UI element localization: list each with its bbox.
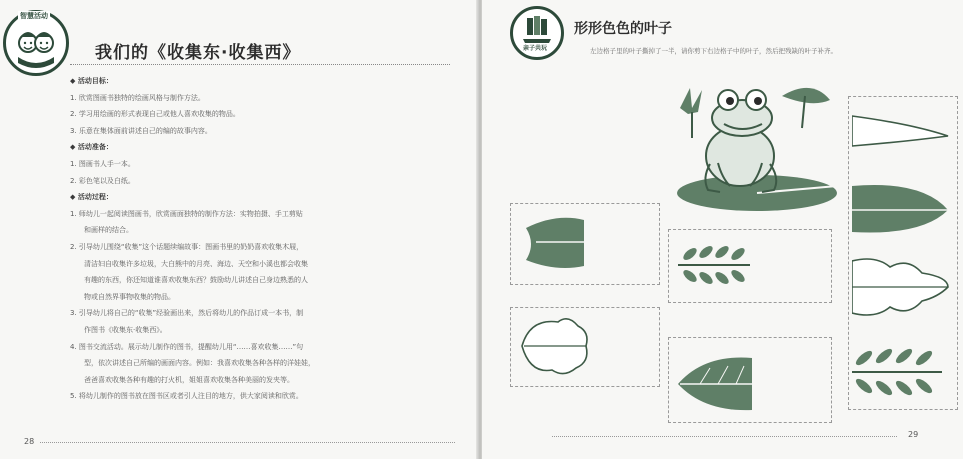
page-title: 我们的《收集东·收集西》 [95, 43, 301, 63]
footer-divider [552, 436, 897, 437]
leaf-piece [852, 332, 952, 406]
leaf-piece [516, 312, 596, 380]
footer-divider [40, 442, 455, 443]
leaf-piece [852, 255, 952, 319]
leaf-piece [852, 110, 952, 150]
body-line: 3. 乐意在集体面前讲述自己的编的故事内容。 [70, 126, 212, 135]
section-heading: ◆ 活动准备： [70, 143, 113, 152]
body-line: 2. 引导幼儿围绕“收集”这个话题续编故事：图画书里的奶奶喜欢收集木屐， [70, 243, 304, 251]
body-line: 3. 引导幼儿将自己的“收集”经验画出来，然后将幼儿的作品订成一本书，制 [70, 309, 304, 318]
body-line: 爸爸喜欢收集各种有趣的打火机，姐姐喜欢收集各种美丽的发夹等。 [84, 375, 294, 384]
leaf-piece [674, 344, 754, 416]
body-line: 物或自然界事物收集的物品。 [84, 292, 175, 301]
leaf-piece [852, 180, 952, 236]
page-title: 形形色色的叶子 [574, 21, 672, 37]
frog-illustration [662, 68, 852, 218]
section-heading: ◆ 活动目标： [70, 77, 113, 85]
body-line: 有趣的东西，你还知道谁喜欢收集东西？鼓励幼儿讲述自己身边熟悉的人 [84, 276, 308, 285]
section-heading: ◆ 活动过程： [70, 193, 113, 202]
books-icon [510, 6, 564, 60]
instruction-text: 左边格子里的叶子撕掉了一半，请你剪下右边格子中的叶子，然后把残缺的叶子补齐。 [590, 47, 837, 55]
body-line: 2. 彩色笔以及白纸。 [70, 176, 135, 185]
body-line: 作图书《收集东·收集西》。 [84, 326, 167, 334]
body-line: 4. 图书交流活动。展示幼儿制作的图书，提醒幼儿用“……喜欢收集……”句 [70, 342, 304, 351]
left-page [0, 0, 478, 459]
body-line: 1. 欣赏图画书独特的绘画风格与制作方法。 [70, 93, 205, 102]
body-line: 和画样的结合。 [84, 226, 133, 235]
smiling-kids-icon [3, 10, 69, 76]
right-page [482, 0, 963, 459]
leaf-piece [674, 234, 754, 296]
page-number: 29 [908, 430, 919, 439]
body-line: 清洁妇自收集许多垃圾，大白熊中的月亮、海边、天空和小溪也都会收集 [84, 259, 308, 268]
leaf-piece [516, 208, 586, 278]
body-line: 1. 师幼儿一起阅读图画书，欣赏画面独特的制作方法：实物拍摄、手工剪贴 [70, 209, 303, 218]
badge-label: 亲子共玩 [523, 45, 548, 52]
body-line: 2. 学习用绘画的形式表现自己或他人喜欢收集的物品。 [70, 110, 240, 119]
body-line: 型，依次讲述自己所编的画面内容。例如：我喜欢收集各种各样的洋娃娃， [84, 359, 315, 368]
body-line: 1. 图画书人手一本。 [70, 160, 135, 168]
title-divider [70, 64, 450, 65]
body-line: 5. 将幼儿制作的图书放在图书区或者引人注目的地方，供大家阅读和欣赏。 [70, 392, 303, 401]
badge-label: 智慧活动 [20, 12, 48, 20]
page-number: 28 [24, 437, 35, 446]
